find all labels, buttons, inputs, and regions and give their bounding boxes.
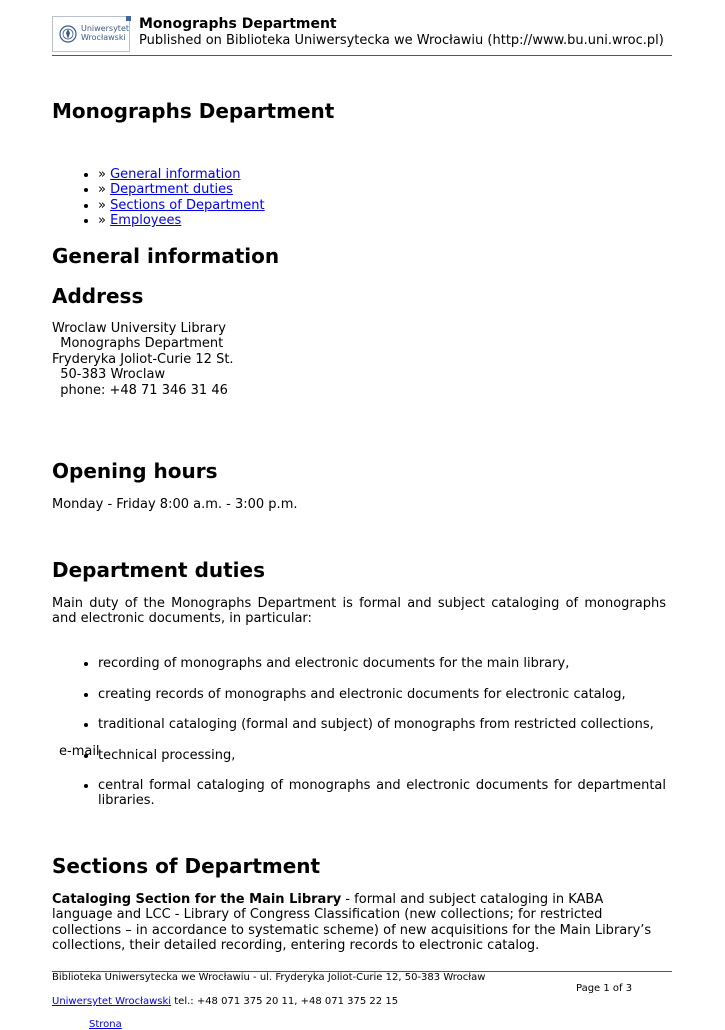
page-number: Page 1 of 3 — [576, 983, 633, 994]
list-item: • central formal cataloging of monographs and electronic documents for departmental libraries. — [98, 778, 666, 809]
email-label: e-mail — [59, 744, 100, 759]
logo-corner-mark — [126, 16, 131, 21]
university-link[interactable]: Uniwersytet Wrocławski — [52, 996, 172, 1007]
duties-list — [52, 656, 666, 671]
toc-item: • » Department duties — [98, 182, 265, 197]
duties-list — [52, 748, 666, 763]
address-line: Fryderyka Joliot-Curie 12 St. — [52, 351, 234, 367]
toc-link-sections[interactable]: Sections of Department — [110, 197, 265, 213]
toc-link-employees[interactable]: Employees — [110, 213, 182, 229]
cataloging-section-paragraph — [52, 892, 666, 954]
section-heading-general-information: General information — [52, 244, 280, 268]
address-line: phone: +48 71 346 31 46 — [52, 382, 228, 398]
duties-intro: Main duty of the Monographs Department is formal and subject cataloging of monographs and electronic documents, in particular: — [52, 596, 666, 627]
section-heading-department-duties: Department duties — [52, 558, 266, 582]
address-block — [52, 321, 234, 398]
section-heading-opening-hours: Opening hours — [52, 459, 218, 483]
footer-address: Biblioteka Uniwersytecka we Wrocławiu - ul. Fryderyka Joliot-Curie 12, 50-383 Wrocław — [52, 972, 486, 983]
duties-list — [52, 687, 666, 702]
opening-hours-text: Monday - Friday 8:00 a.m. - 3:00 p.m. — [52, 497, 298, 512]
list-item: • traditional cataloging (formal and subject) of monographs from restricted collections, — [98, 717, 666, 732]
address-line: Wroclaw University Library — [52, 321, 226, 336]
header-subtitle: Published on Biblioteka Uniwersytecka we Wrocławiu (http://www.bu.uni.wroc.pl) — [139, 33, 664, 48]
toc-link-general-information[interactable]: General information — [110, 167, 241, 182]
footer-next-link-text[interactable]: Strona — [89, 1019, 122, 1030]
cataloging-section-title: Cataloging Section for the Main Library — [52, 892, 342, 907]
list-item: • creating records of monographs and electronic documents for electronic catalog, — [98, 687, 666, 702]
toc-link-department-duties[interactable]: Department duties — [110, 182, 233, 198]
header-title: Monographs Department — [139, 16, 337, 32]
list-item: • recording of monographs and electronic documents for the main library, — [98, 656, 666, 671]
duties-list — [52, 717, 666, 732]
header-divider — [52, 55, 672, 56]
page-title: Monographs Department — [52, 99, 335, 123]
logo-text: Uniwersytet Wrocławski — [81, 24, 129, 42]
footer-phone: tel.: +48 071 375 20 11, +48 071 375 22 15 — [171, 996, 399, 1007]
university-seal-icon — [59, 24, 77, 44]
toc-item: • » General information — [98, 167, 265, 182]
duties-list — [52, 778, 666, 809]
footer-next-link[interactable] — [89, 1019, 122, 1030]
toc-item: • » Employees — [98, 213, 265, 228]
footer-contact — [52, 996, 398, 1007]
address-line: Monographs Department — [52, 336, 224, 352]
toc-item: • » Sections of Department — [98, 198, 265, 213]
list-item: • technical processing, — [98, 748, 666, 763]
table-of-contents — [52, 167, 265, 229]
address-line: 50-383 Wroclaw — [52, 367, 166, 383]
section-heading-sections: Sections of Department — [52, 854, 321, 878]
cataloging-section-text: - formal and subject cataloging in KABA language and LCC - Library of Congress Classification (new collections; for restricted collections – in accordance to systematic scheme) of new acquisitions for the Main Library’s collections, their detailed recording, entering records to electronic catalog. — [52, 892, 652, 954]
section-heading-address: Address — [52, 284, 144, 308]
